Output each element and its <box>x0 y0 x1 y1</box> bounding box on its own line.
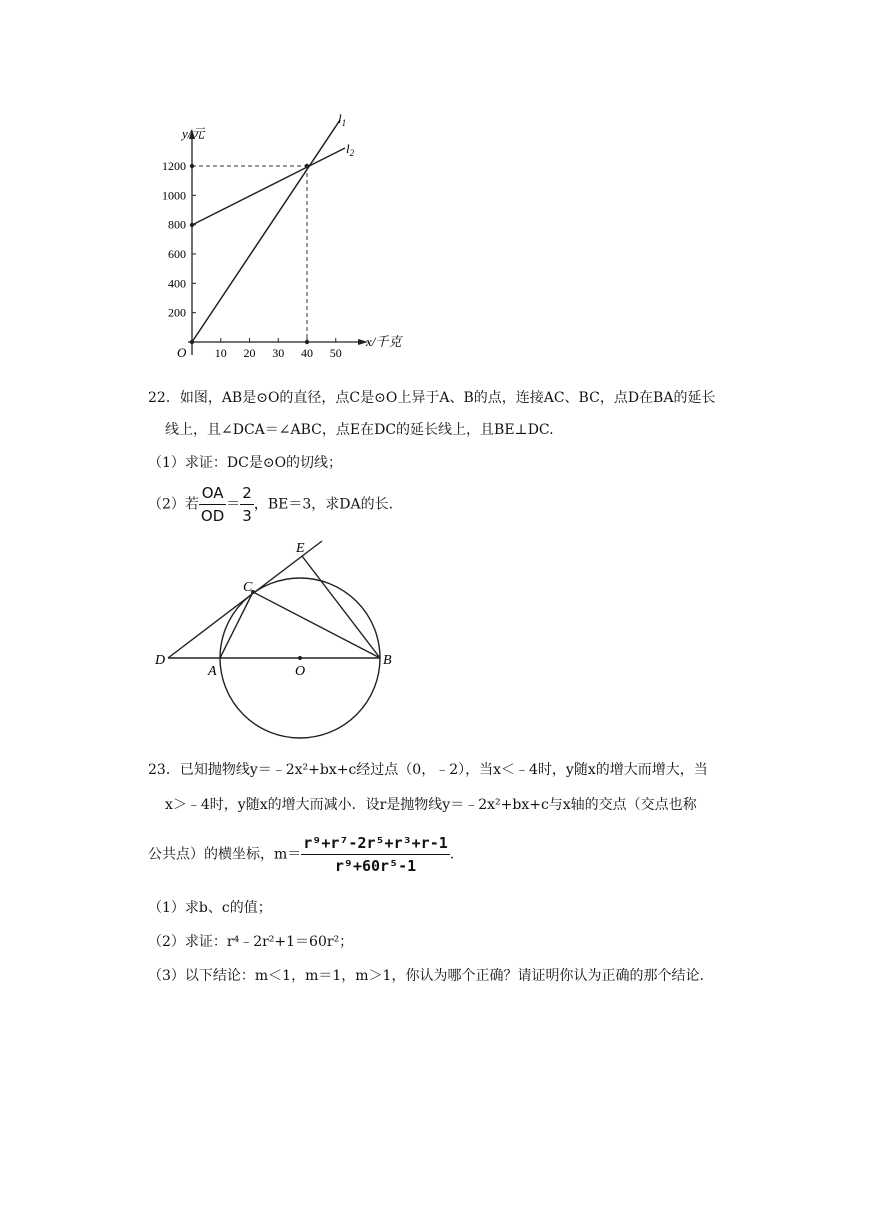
segment-be <box>302 556 380 658</box>
x-tick-label: 30 <box>272 346 285 360</box>
q22-part2: （2）若 $\frac{OA}{OD}$ ＝ $\frac{2}{3}$ ，BE＝3，求DA的长. <box>148 484 394 525</box>
line-dce <box>168 541 322 658</box>
fraction-two-thirds <box>240 482 254 527</box>
label-c: C <box>243 580 253 595</box>
y-axis-label: y/元 <box>182 126 205 141</box>
fraction-denominator-3: 3 <box>242 507 252 525</box>
q23-line3-prefix: 公共点）的横坐标，m＝ <box>148 846 302 863</box>
line-l1-label <box>338 111 346 128</box>
line-l1-sub: 1 <box>341 118 347 128</box>
x-tick-label: 20 <box>243 346 256 360</box>
y-tick-label: 1200 <box>162 159 186 173</box>
label-b: B <box>383 653 392 668</box>
line-l1 <box>192 120 340 342</box>
q23-part3: （3）以下结论：m＜1，m＝1，m＞1，你认为哪个正确？请证明你认为正确的那个结论. <box>148 968 704 984</box>
fraction-numerator-2: 2 <box>240 482 254 505</box>
origin-label: O <box>177 345 187 360</box>
x-tick-label: 40 <box>301 346 313 360</box>
q23-stem-line2: x＞﹣4时，y随x的增大而减小．设r是抛物线y＝﹣2x²+bx+c与x轴的交点（交点也称 <box>165 797 697 813</box>
fraction-numerator: OA <box>199 482 226 505</box>
point-40 <box>305 340 309 344</box>
q22-part2-prefix: （2）若 <box>148 496 199 513</box>
label-a: A <box>208 664 217 679</box>
y-tick-label: 200 <box>168 305 186 320</box>
segment-cb <box>253 592 380 658</box>
point-origin <box>190 340 194 344</box>
q23-part1: （1）求b、c的值； <box>148 900 272 916</box>
q23-part2: （2）求证：r⁴﹣2r²+1＝60r²； <box>148 934 354 950</box>
m-fraction <box>301 832 450 877</box>
point-1200 <box>190 164 194 168</box>
x-axis-label: x/千克 <box>366 334 402 349</box>
q23-stem-line3 <box>148 832 454 877</box>
point-intersection <box>305 164 309 168</box>
q22-part2-suffix: ，BE＝3，求DA的长. <box>253 496 394 513</box>
label-e: E <box>296 541 305 556</box>
point-800 <box>190 223 194 227</box>
m-denominator: r⁹+60r⁵-1 <box>334 857 417 875</box>
y-tick-label: 600 <box>168 247 186 261</box>
fraction-denominator: OD <box>200 507 225 525</box>
line-l2-label <box>346 141 355 158</box>
line-l1-letter: l <box>338 111 342 126</box>
y-tick-label: 1000 <box>162 188 186 203</box>
q22-stem-line1: 22．如图，AB是⊙O的直径，点C是⊙O上异于A、B的点，连接AC、BC，点D在BA的延长 <box>148 390 716 406</box>
point-o <box>298 656 302 660</box>
q22-part1: （1）求证：DC是⊙O的切线； <box>148 455 343 471</box>
y-tick-label: 800 <box>168 217 186 232</box>
linear-graph <box>150 105 420 375</box>
label-o: O <box>295 664 306 679</box>
fraction-oa-od <box>199 482 226 527</box>
label-d: D <box>155 653 166 668</box>
x-tick-label: 50 <box>329 346 342 360</box>
segment-ac <box>220 592 253 658</box>
circle-tangent-figure <box>150 535 400 745</box>
line-l2-sub: 2 <box>349 148 355 158</box>
line-l2-letter: l <box>346 141 350 156</box>
q22-stem-line2: 线上，且∠DCA＝∠ABC，点E在DC的延长线上，且BE⊥DC. <box>165 422 554 438</box>
x-tick-label: 10 <box>214 346 227 360</box>
line-l2 <box>192 148 345 225</box>
q23-stem-line1: 23．已知抛物线y＝﹣2x²+bx+c经过点（0，﹣2），当x＜﹣4时，y随x的增大而增大，当 <box>148 762 708 778</box>
m-numerator: r⁹+r⁷-2r⁵+r³+r-1 <box>301 832 450 855</box>
y-tick-label: 400 <box>168 276 186 291</box>
q23-line3-suffix: . <box>449 846 455 863</box>
